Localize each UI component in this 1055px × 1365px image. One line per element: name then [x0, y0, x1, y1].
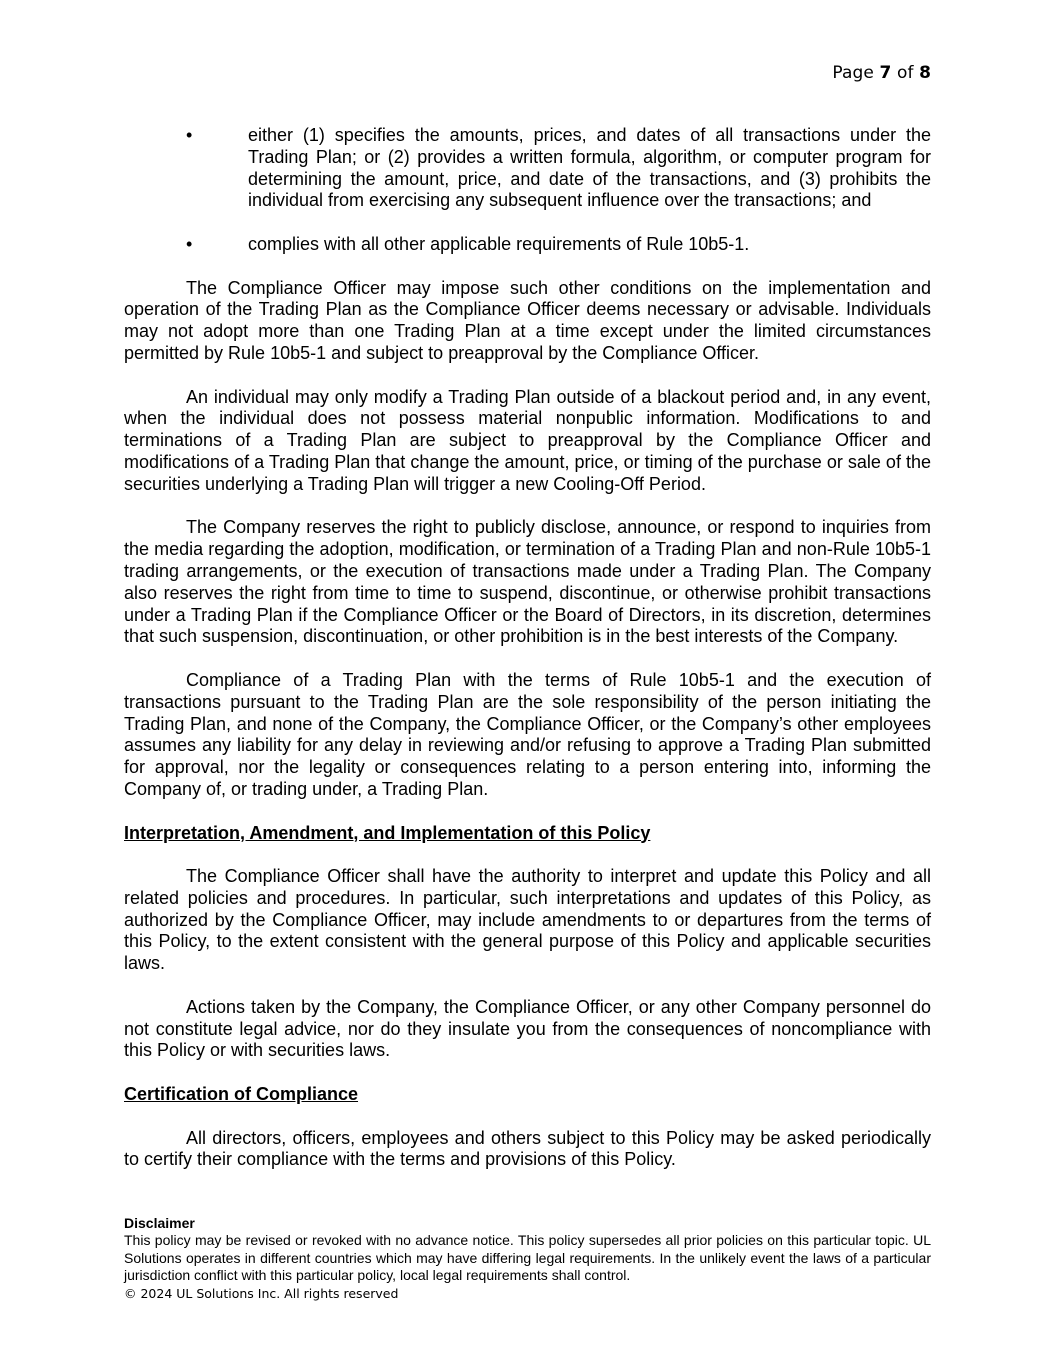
- document-body: [124, 125, 931, 1193]
- list-item-text: either (1) specifies the amounts, prices, and dates of all transactions under the Trading Plan; or (2) provides a written formula, algorithm, or computer program for determining the amount, price, and date of the transactions, and (3) prohibits the individual from exercising any subsequent influence over the transactions; and: [248, 125, 931, 211]
- paragraph: The Compliance Officer shall have the authority to interpret and update this Policy and all related policies and procedures. In particular, such interpretations and updates of this Policy, as authorized by the Compliance Officer, may include amendments to or departures from the terms of this Policy, to the extent consistent with the general purpose of this Policy and applicable securities laws.: [124, 866, 931, 974]
- disclaimer-footer: [124, 1215, 931, 1302]
- paragraph: Actions taken by the Company, the Compliance Officer, or any other Company personnel do not constitute legal advice, nor do they insulate you from the consequences of noncompliance with this Policy or with securities laws.: [124, 996, 931, 1061]
- page-number: [832, 63, 931, 83]
- page-number-total: 8: [919, 63, 931, 83]
- bullet-icon: •: [186, 233, 193, 254]
- list-item: [124, 234, 931, 256]
- paragraph: An individual may only modify a Trading Plan outside of a blackout period and, in any event, when the individual does not possess material nonpublic information. Modifications to and terminations of a Trading Plan are subject to preapproval by the Compliance Officer and modifications of a Trading Plan that change the amount, price, or timing of the purchase or sale of the securities underlying a Trading Plan will trigger a new Cooling-Off Period.: [124, 386, 931, 494]
- paragraph: Compliance of a Trading Plan with the terms of Rule 10b5-1 and the execution of transactions pursuant to the Trading Plan are the sole responsibility of the person initiating the Trading Plan, and none of the Company, the Compliance Officer, or the Company’s other employees assumes any liability for any delay in reviewing and/or refusing to approve a Trading Plan submitted for approval, nor the legality or consequences relating to a person entering into, informing the Company of, or trading under, a Trading Plan.: [124, 669, 931, 799]
- page-number-prefix: Page: [832, 63, 874, 83]
- section-heading-certification: Certification of Compliance: [124, 1084, 359, 1105]
- paragraph: The Company reserves the right to publicly disclose, announce, or respond to inquiries from the media regarding the adoption, modification, or termination of a Trading Plan and non-Rule 10b5-1 trading arrangements, or the execution of transactions made under a Trading Plan. The Company also reserves the right from time to time to suspend, discontinue, or otherwise prohibit transactions under a Trading Plan if the Compliance Officer or the Board of Directors, in its discretion, determines that such suspension, discontinuation, or other prohibition is in the best interests of the Company.: [124, 517, 931, 647]
- paragraph: All directors, officers, employees and others subject to this Policy may be asked periodically to certify their compliance with the terms and provisions of this Policy.: [124, 1127, 931, 1170]
- section-heading-interpretation: Interpretation, Amendment, and Implementation of this Policy: [124, 822, 651, 843]
- list-item: [124, 125, 931, 212]
- copyright-notice: © 2024 UL Solutions Inc. All rights reserved: [124, 1285, 399, 1301]
- page-number-current: 7: [879, 63, 892, 83]
- disclaimer-title: Disclaimer: [124, 1215, 195, 1231]
- paragraph: The Compliance Officer may impose such other conditions on the implementation and operation of the Trading Plan as the Compliance Officer deems necessary or advisable. Individuals may not adopt more than one Trading Plan at a time except under the limited circumstances permitted by Rule 10b5-1 and subject to preapproval by the Compliance Officer.: [124, 277, 931, 363]
- list-item-text: complies with all other applicable requirements of Rule 10b5-1.: [248, 233, 750, 254]
- disclaimer-text: This policy may be revised or revoked with no advance notice. This policy supersedes all prior policies on this particular topic. UL Solutions operates in different countries which may have differing legal requirements. In the unlikely event the laws of a particular jurisdiction conflict with this particular policy, local legal requirements shall control.: [124, 1232, 931, 1284]
- bullet-icon: •: [186, 125, 193, 145]
- page-number-of: of: [896, 63, 914, 83]
